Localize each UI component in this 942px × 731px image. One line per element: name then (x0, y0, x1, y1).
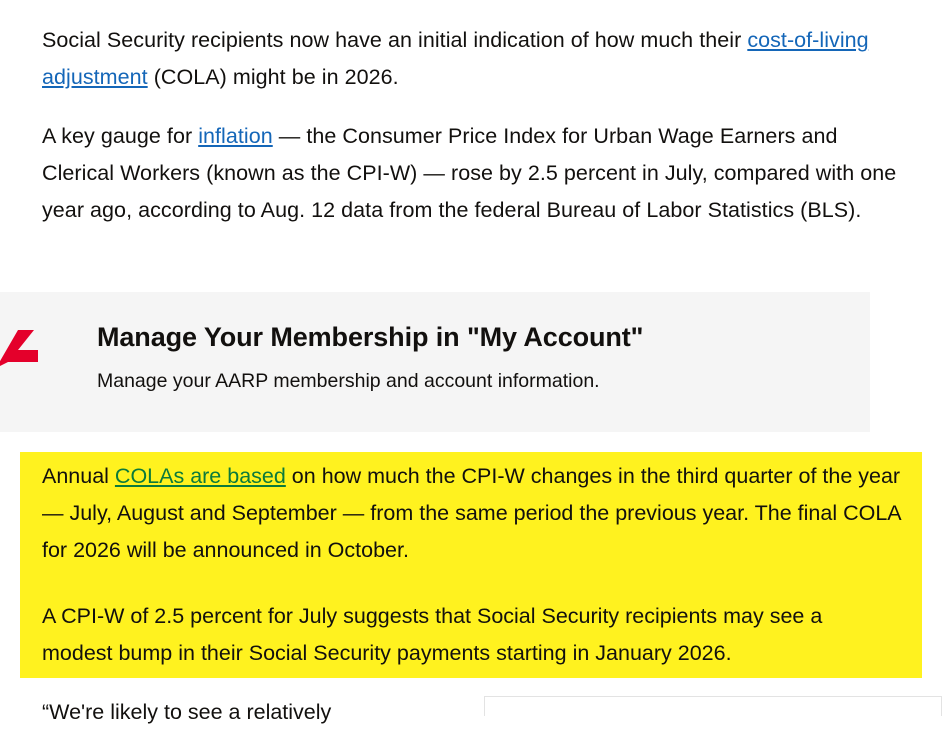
paragraph-inflation (42, 118, 902, 229)
paragraph-quote-partial: “We're likely to see a relatively (42, 700, 332, 724)
sidebar-ad-box[interactable] (484, 696, 942, 716)
paragraph-inflation-text-after: — the Consumer Price Index for Urban Wage Earners and Clerical Workers (known as the CPI-W) — rose by 2.5 percent in July, compared with one year ago, according to Aug. 12 data from the federal Bureau of Labor Statistics (BLS). (42, 124, 897, 222)
paragraph-intro-text-after: (COLA) might be in 2026. (147, 65, 399, 89)
paragraph-cola-basis (42, 458, 906, 569)
promo-title: Manage Your Membership in "My Account" (97, 322, 644, 352)
paragraph-cpiw-suggestion: A CPI-W of 2.5 percent for July suggests that Social Security recipients may see a modest bump in their Social Security payments starting in January 2026. (42, 604, 823, 665)
paragraph-intro (42, 22, 900, 96)
paragraph-inflation-text-before: A key gauge for (42, 124, 199, 148)
paragraph-cola-basis-before: Annual (42, 464, 115, 488)
membership-promo-card[interactable] (0, 292, 870, 432)
promo-subtitle: Manage your AARP membership and account information. (97, 370, 600, 392)
cost-of-living-adjustment-link[interactable]: cost-of-living adjustment (42, 28, 869, 89)
paragraph-cola-basis-after: on how much the CPI-W changes in the third quarter of the year — July, August and September — from the same period the previous year. The final COLA for 2026 will be announced in October. (42, 464, 901, 562)
aarp-logo-icon (0, 328, 54, 372)
colas-are-based-link[interactable]: COLAs are based (114, 464, 286, 488)
inflation-link[interactable]: inflation (198, 124, 273, 148)
paragraph-intro-text-before: Social Security recipients now have an initial indication of how much their (42, 28, 748, 52)
